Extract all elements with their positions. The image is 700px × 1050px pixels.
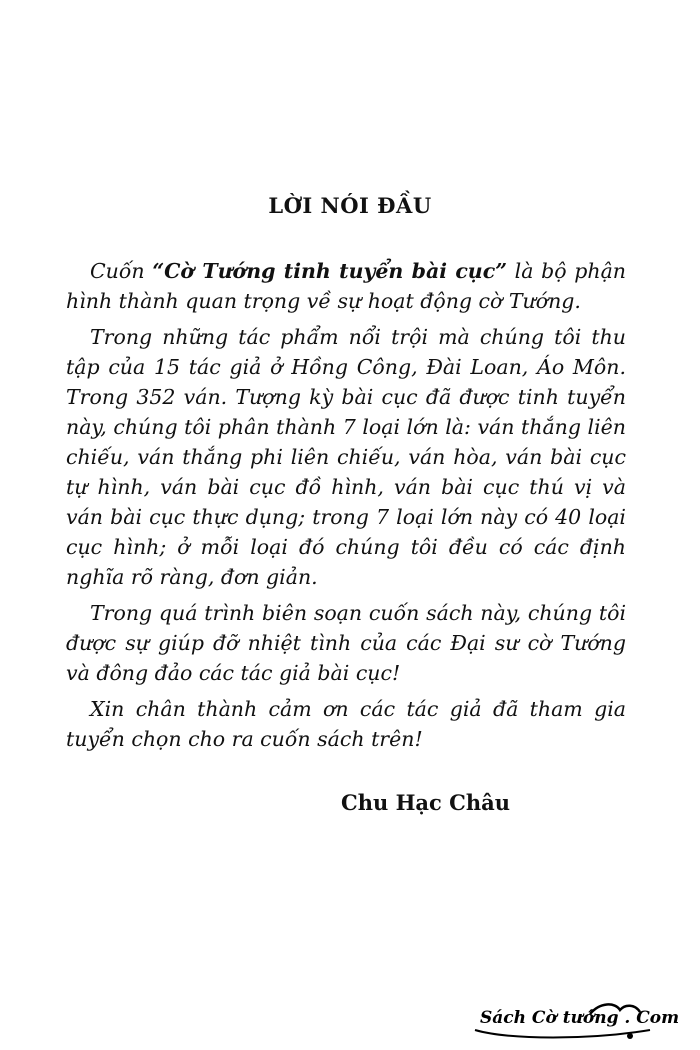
paragraph-1 xyxy=(66,256,626,316)
page-title: LỜI NÓI ĐẦU xyxy=(268,193,432,218)
author-signature: Chu Hạc Châu xyxy=(341,790,510,815)
paragraph-4: Xin chân thành cảm ơn các tác giả đã tham gia tuyển chọn cho ra cuốn sách trên! xyxy=(66,697,626,751)
paragraph-2: Trong những tác phẩm nổi trội mà chúng tôi thu tập của 15 tác giả ở Hồng Công, Đài Loan, Áo Môn. Trong 352 ván. Tượng kỳ bài cục đã được tinh tuyển này, chúng tôi phân thành 7 loại lớn là: ván thắng liên chiếu, ván thắng phi liên chiếu, ván hòa, ván bài cục tự hình, ván bài cục đồ hình, ván bài cục thú vị và ván bài cục thực dụng; trong 7 loại lớn này có 40 loại cục hình; ở mỗi loại đó chúng tôi đều có các định nghĩa rõ ràng, đơn giản. xyxy=(66,325,626,589)
book-title-emphasis: “Cờ Tướng tinh tuyển bài cục” xyxy=(152,259,507,283)
paragraph-1-text-start: Cuốn xyxy=(90,259,153,283)
paragraph-3: Trong quá trình biên soạn cuốn sách này, chúng tôi được sự giúp đỡ nhiệt tình của các Đại sư cờ Tướng và đông đảo các tác giả bài cục! xyxy=(66,601,626,685)
paragraph-1-text-end: là bộ phận hình thành quan trọng về sự hoạt động cờ Tướng. xyxy=(66,259,627,313)
preface-body xyxy=(66,256,626,760)
site-watermark xyxy=(470,1000,695,1045)
watermark-text: Sách Cờ tướng . Com xyxy=(480,1008,680,1028)
